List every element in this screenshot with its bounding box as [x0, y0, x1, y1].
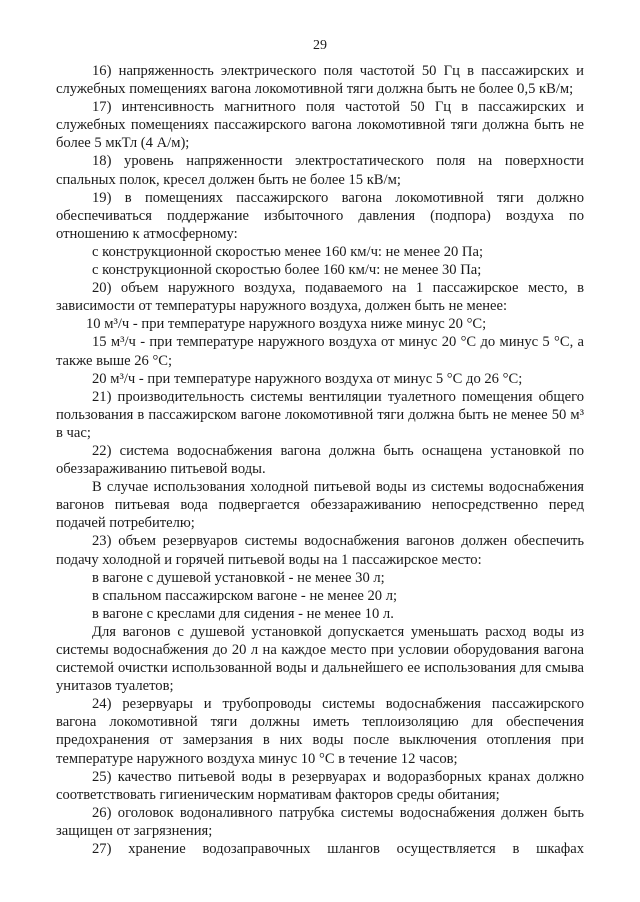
paragraph: 23) объем резервуаров системы водоснабжения вагонов должен обеспечить подачу холодной и горячей питьевой воды на 1 пассажирское место: — [56, 533, 584, 568]
paragraph: 22) система водоснабжения вагона должна быть оснащена установкой по обеззараживанию питьевой воды. — [56, 442, 584, 478]
page-number: 29 — [313, 38, 327, 53]
paragraph: 25) качество питьевой воды в резервуарах и водоразборных кранах должно соответствовать гигиеническим нормативам факторов среды обитания; — [56, 768, 584, 803]
paragraph: с конструкционной скоростью менее 160 км/ч: не менее 20 Па; — [92, 243, 484, 260]
paragraph: 27) хранение водозаправочных шлангов осуществляется в шкафах — [92, 841, 584, 858]
paragraph: 20 м³/ч - при температуре наружного воздуха от минус 5 °С до 26 °С; — [92, 370, 523, 387]
paragraph: с конструкционной скоростью более 160 км/ч: не менее 30 Па; — [92, 262, 482, 279]
paragraph: в спальном пассажирском вагоне - не менее 20 л; — [92, 587, 398, 604]
paragraph: 24) резервуары и трубопроводы системы водоснабжения пассажирского вагона локомотивной тяги должны иметь теплоизоляцию для обеспечения предохранения от замерзания в них воды после выключения отопления при температуре наружного воздуха минус 10 °С в течение 12 часов; — [56, 696, 584, 767]
document-body — [56, 62, 584, 858]
paragraph: 26) оголовок водоналивного патрубка системы водоснабжения должен быть защищен от загрязнения; — [56, 804, 584, 839]
paragraph: Для вагонов с душевой установкой допускается уменьшать расход воды из системы водоснабжения до 20 л на каждое место при условии оборудования вагона системой очистки использованной воды и дальнейшего ее использования для смыва унитазов туалетов; — [56, 623, 584, 695]
paragraph: 18) уровень напряженности электростатического поля на поверхности спальных полок, кресел должен быть не более 15 кВ/м; — [56, 153, 584, 188]
paragraph: 10 м³/ч - при температуре наружного воздуха ниже минус 20 °С; — [86, 316, 487, 333]
paragraph: в вагоне с душевой установкой - не менее 30 л; — [92, 569, 385, 586]
paragraph: 20) объем наружного воздуха, подаваемого на 1 пассажирское место, в зависимости от температуры наружного воздуха, должен быть не менее: — [56, 280, 584, 315]
paragraph: 17) интенсивность магнитного поля частотой 50 Гц в пассажирских и служебных помещениях пассажирского вагона локомотивной тяги должна быть не более 5 мкТл (4 А/м); — [56, 99, 584, 152]
paragraph: В случае использования холодной питьевой воды из системы водоснабжения вагонов питьевая вода подвергается обеззараживанию непосредственно перед подачей потребителю; — [56, 479, 584, 532]
paragraph: в вагоне с креслами для сидения - не менее 10 л. — [92, 605, 394, 622]
paragraph: 16) напряженность электрического поля частотой 50 Гц в пассажирских и служебных помещениях вагона локомотивной тяги должна быть не более 0,5 кВ/м; — [56, 63, 584, 98]
paragraph: 19) в помещениях пассажирского вагона локомотивной тяги должно обеспечиваться поддержание избыточного давления (подпора) воздуха по отношению к атмосферному: — [56, 189, 584, 242]
paragraph: 15 м³/ч - при температуре наружного воздуха от минус 20 °С до минус 5 °С, а также выше 26 °С; — [56, 334, 584, 369]
paragraph: 21) производительность системы вентиляции туалетного помещения общего пользования в пассажирском вагоне локомотивной тяги должна быть не менее 50 м³ в час; — [56, 388, 584, 441]
